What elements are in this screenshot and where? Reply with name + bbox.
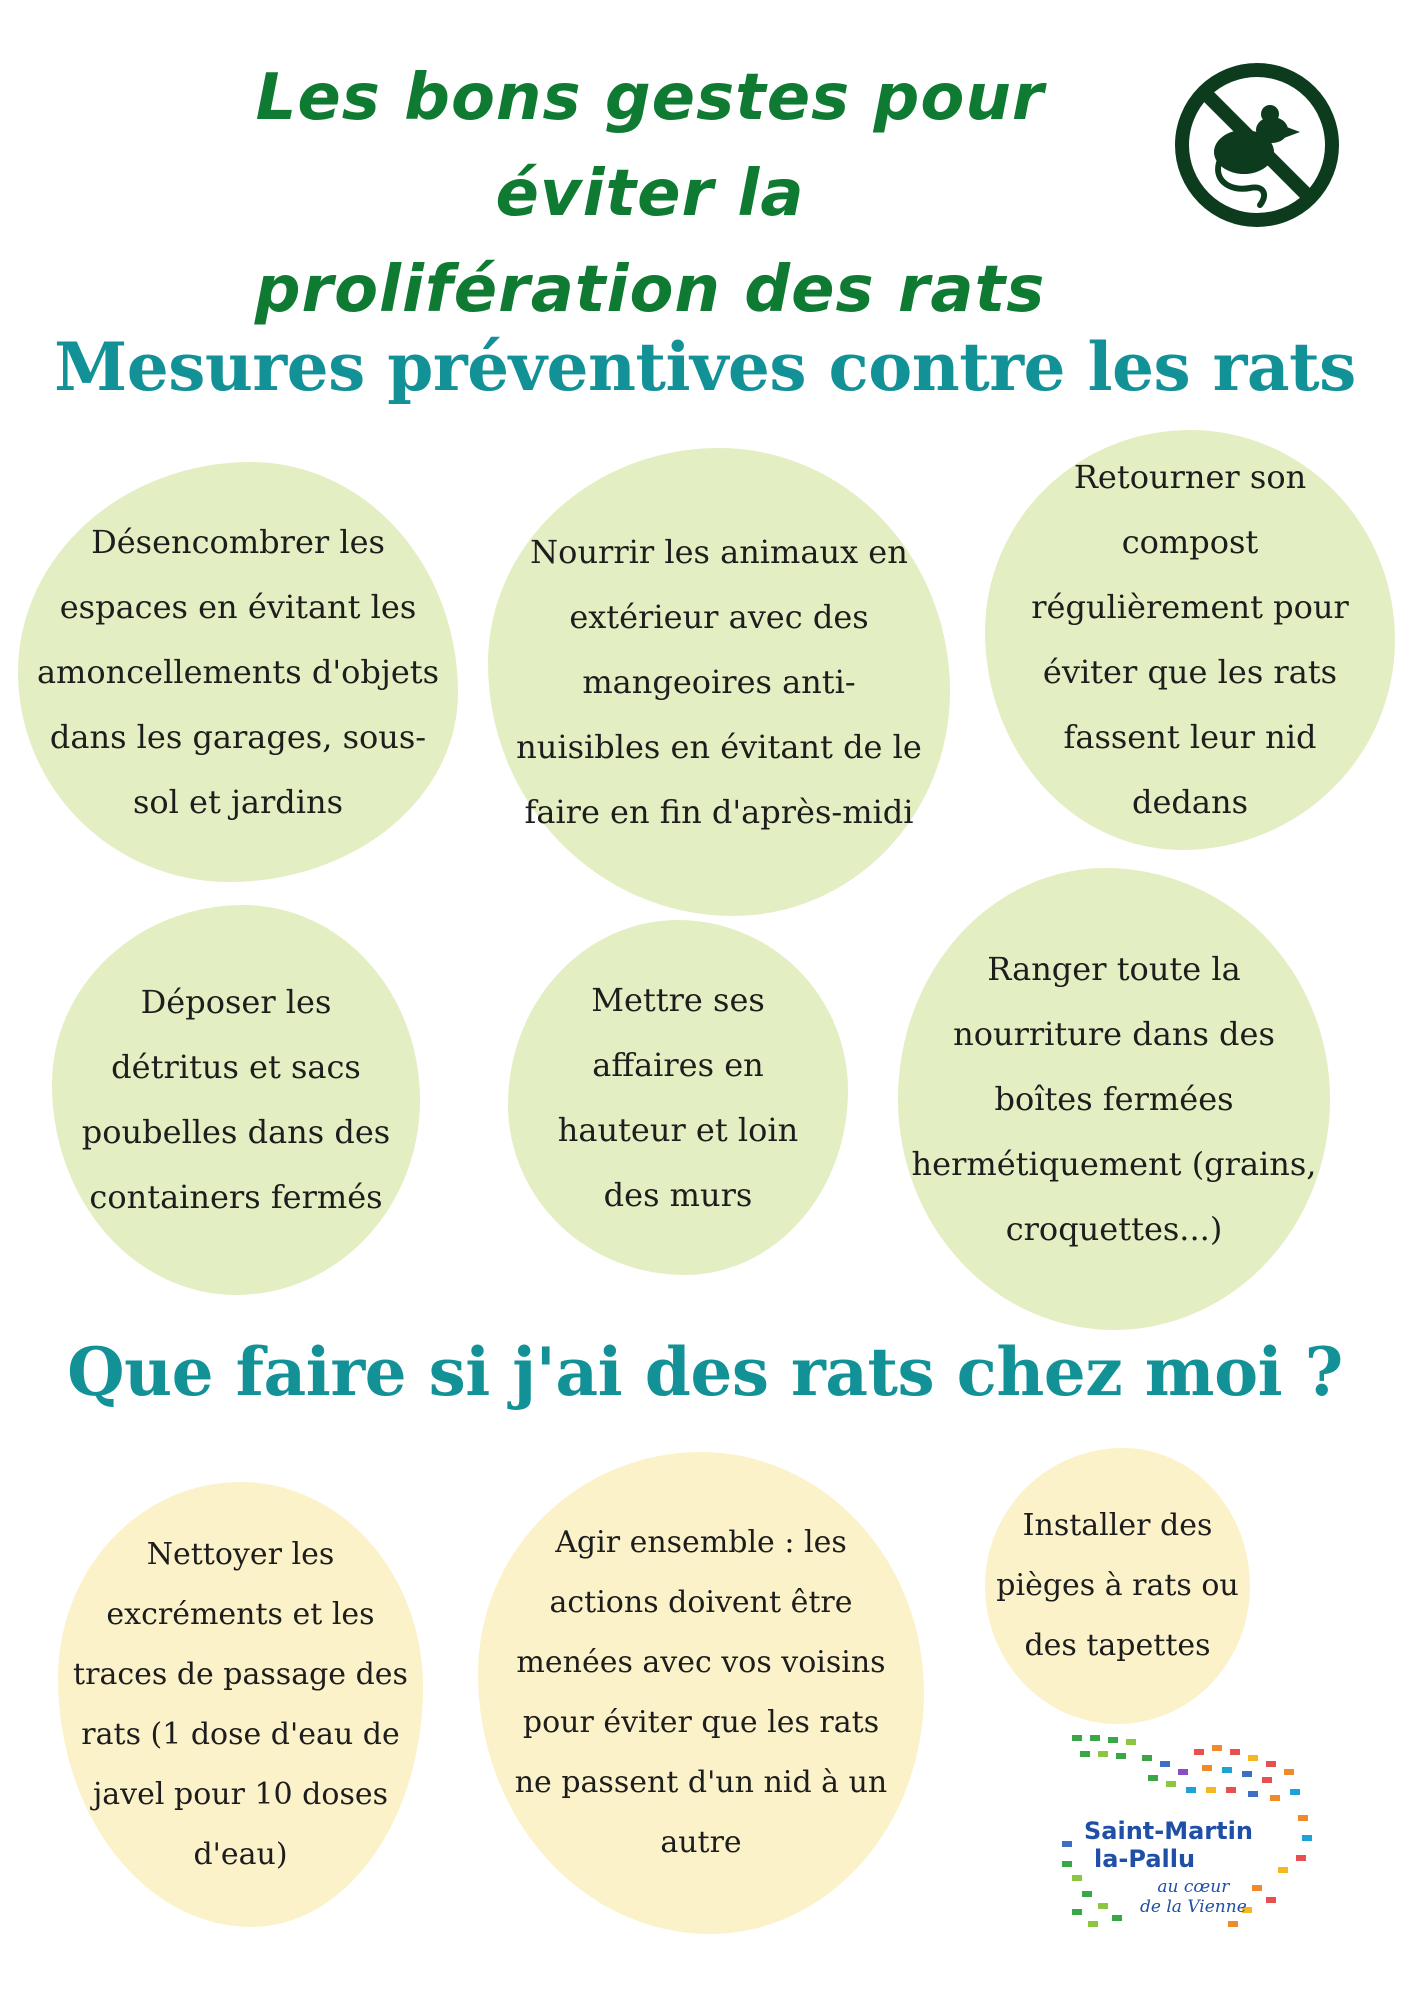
- prevention-item: Retourner son compost régulièrement pour éviter que les rats fassent leur nid dedans: [985, 430, 1395, 850]
- page-title-line2: prolifération des rats: [254, 253, 1046, 327]
- prevention-item: Nourrir les animaux en extérieur avec des mangeoires anti-nuisibles en évitant de le faire en fin d'après-midi: [488, 448, 950, 916]
- municipal-logo: [1052, 1725, 1322, 1945]
- action-item: Agir ensemble : les actions doivent être menées avec vos voisins pour éviter que les rats ne passent d'un nid à un autre: [478, 1452, 924, 1934]
- page-title: [150, 50, 1150, 338]
- prevention-item: Désencombrer les espaces en évitant les amoncellements d'objets dans les garages, sous-sol et jardins: [18, 462, 458, 882]
- action-item: Nettoyer les excréments et les traces de passage des rats (1 dose d'eau de javel pour 10 doses d'eau): [58, 1482, 423, 1927]
- prevention-heading: Mesures préventives contre les rats: [54, 328, 1356, 406]
- page-title-line1: Les bons gestes pour éviter la: [255, 61, 1045, 231]
- no-rats-icon: [1172, 60, 1342, 230]
- action-heading: Que faire si j'ai des rats chez moi ?: [67, 1333, 1343, 1411]
- logo-tagline: au cœur de la Vienne: [1140, 1877, 1247, 1917]
- prevention-item: Mettre ses affaires en hauteur et loin des murs: [508, 920, 848, 1275]
- prevention-item: Déposer les détritus et sacs poubelles dans des containers fermés: [52, 905, 420, 1295]
- logo-name: Saint-Martin la-Pallu: [1084, 1817, 1253, 1873]
- prevention-item: Ranger toute la nourriture dans des boîtes fermées hermétiquement (grains, croquettes...): [898, 868, 1330, 1330]
- action-item: Installer des pièges à rats ou des tapettes: [985, 1448, 1250, 1724]
